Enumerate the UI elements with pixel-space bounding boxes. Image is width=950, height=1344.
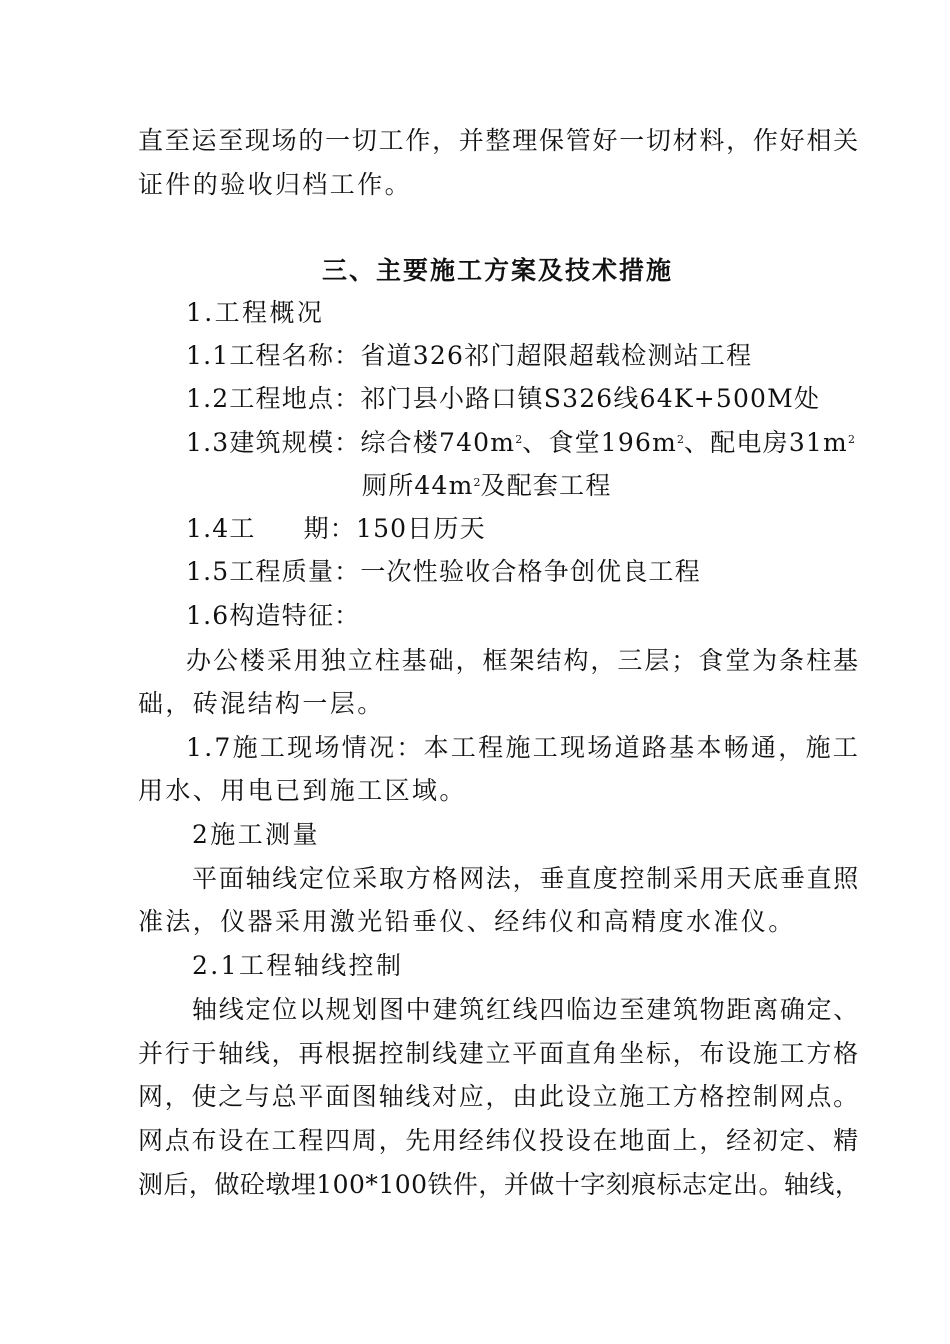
paragraph-line: 准法，仪器采用激光铅垂仪、经纬仪和高精度水准仪。 xyxy=(138,907,796,936)
scale-item: 、配电房31m xyxy=(684,428,848,457)
paragraph-line: 办公楼采用独立柱基础，框架结构，三层；食堂为条柱基 xyxy=(186,646,861,675)
subsection-title: 1.工程概况 xyxy=(186,298,325,327)
section-heading: 三、主要施工方案及技术措施 xyxy=(322,256,674,285)
project-name: 1.1工程名称：省道326祁门超限超载检测站工程 xyxy=(186,341,753,370)
scale-item: 及配套工程 xyxy=(480,471,612,500)
project-scale-cont xyxy=(362,471,612,501)
paragraph-line: 轴线定位以规划图中建筑红线四临边至建筑物距离确定、 xyxy=(192,995,861,1024)
project-period xyxy=(186,514,486,544)
paragraph-line: 1.7施工现场情况：本工程施工现场道路基本畅通，施工 xyxy=(186,733,861,762)
paragraph-line: 网，使之与总平面图轴线对应，由此设立施工方格控制网点。 xyxy=(138,1082,860,1111)
paragraph-line: 证件的验收归档工作。 xyxy=(138,170,413,199)
scale-item: 厕所44m xyxy=(362,471,474,500)
subsection-title: 2.1工程轴线控制 xyxy=(192,951,404,980)
paragraph-line: 测后，做砼墩埋100*100铁件，并做十字刻痕标志定出。轴线， xyxy=(138,1170,861,1199)
paragraph-line: 网点布设在工程四周，先用经纬仪投设在地面上，经初定、精 xyxy=(138,1126,860,1155)
subsection-title: 2施工测量 xyxy=(192,820,320,849)
scale-item: 综合楼740m xyxy=(360,428,516,457)
paragraph-line: 用水、用电已到施工区域。 xyxy=(138,776,467,805)
project-location: 1.2工程地点：祁门县小路口镇S326线64K+500M处 xyxy=(186,384,821,413)
period-value: 期：150日历天 xyxy=(303,514,486,543)
superscript: 2 xyxy=(847,433,855,446)
period-label: 1.4工 xyxy=(186,514,256,543)
structure-title: 1.6构造特征： xyxy=(186,601,361,630)
paragraph-line: 平面轴线定位采取方格网法，垂直度控制采用天底垂直照 xyxy=(192,864,861,893)
paragraph-line: 直至运至现场的一切工作，并整理保管好一切材料，作好相关 xyxy=(138,126,860,155)
scale-item: 、食堂196m xyxy=(522,428,678,457)
paragraph-line: 础，砖混结构一层。 xyxy=(138,689,385,718)
superscript: 2 xyxy=(473,476,481,489)
scale-label: 1.3建筑规模： xyxy=(186,428,361,457)
paragraph-line: 并行于轴线，再根据控制线建立平面直角坐标，布设施工方格 xyxy=(138,1039,860,1068)
project-scale xyxy=(186,428,855,458)
superscript: 2 xyxy=(515,433,523,446)
superscript: 2 xyxy=(677,433,685,446)
project-quality: 1.5工程质量：一次性验收合格争创优良工程 xyxy=(186,557,701,586)
